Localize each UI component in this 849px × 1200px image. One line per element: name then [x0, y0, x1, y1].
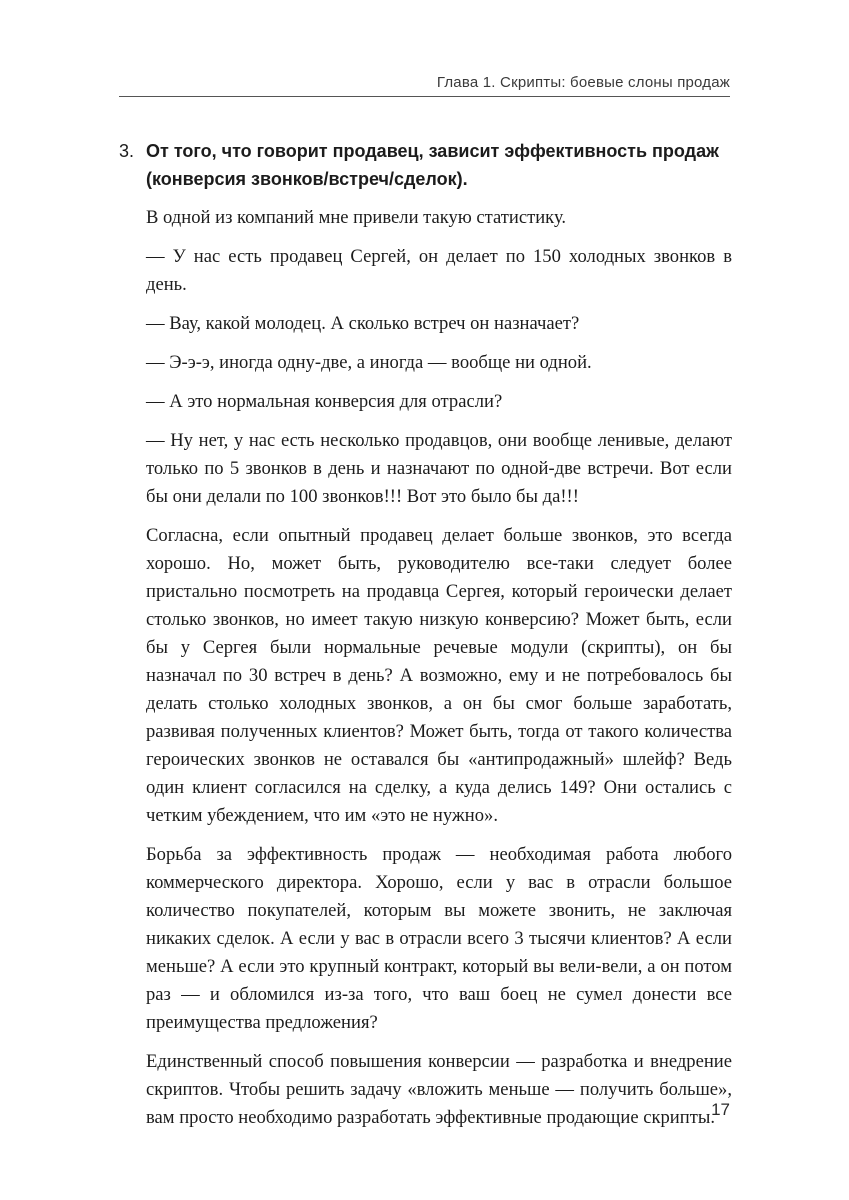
- header-divider: [119, 96, 730, 97]
- dialogue-line: — Э-э-э, иногда одну-две, а иногда — вообще ни одной.: [146, 352, 592, 373]
- dialogue-line: — Вау, какой молодец. А сколько встреч он назначает?: [146, 313, 580, 334]
- dialogue-line: — Ну нет, у нас есть несколько продавцов, они вообще ленивые, делают только по 5 звонков в день и назначают по одной-две встречи. Вот если бы они делали по 100 звонков!!! Вот это было бы да!!!: [146, 430, 732, 507]
- paragraph: Единственный способ повышения конверсии — разработка и внедрение скриптов. Чтобы решить задачу «вложить меньше — получить больше», вам просто необходимо разработать эффективные продающие скрипты.: [146, 1051, 732, 1128]
- paragraph: Согласна, если опытный продавец делает больше звонков, это всегда хорошо. Но, может быть, руководителю все-таки следует более пристально посмотреть на продавца Сергея, который героически делает столько звонков, но имеет такую низкую конверсию? Может быть, если бы у Сергея были нормальные речевые модули (скрипты), он бы назначал по 30 встреч в день? А возможно, ему и не потребовалось бы делать столько холодных звонков, а он бы смог больше заработать, развивая полученных клиентов? Может быть, тогда от такого количества героических звонков не оставался бы «антипродажный» шлейф? Ведь один клиент согласился на сделку, а куда делись 149? Они остались с четким убеждением, что им «это не нужно».: [146, 525, 732, 826]
- paragraph: Борьба за эффективность продаж — необходимая работа любого коммерческого директора. Хорошо, если у вас в отрасли большое количество покупателей, которым вы можете звонить, не заключая никаких сделок. А если у вас в отрасли всего 3 тысячи клиентов? А если меньше? А если это крупный контракт, который вы вели-вели, а он потом раз — и обломился из-за того, что ваш боец не сумел донести все преимущества предложения?: [146, 844, 732, 1033]
- item-number: 3.: [119, 141, 135, 161]
- dialogue-line: — А это нормальная конверсия для отрасли?: [146, 391, 503, 412]
- item-heading-text: От того, что говорит продавец, зависит эффективность продаж (конверсия звонков/встреч/сделок).: [146, 141, 719, 189]
- dialogue-line: — У нас есть продавец Сергей, он делает по 150 холодных звонков в день.: [146, 246, 732, 295]
- running-head: Глава 1. Скрипты: боевые слоны продаж: [436, 74, 730, 91]
- item-body: [119, 204, 732, 1132]
- paragraph-intro: В одной из компаний мне привели такую статистику.: [146, 207, 567, 228]
- page-content: [119, 137, 732, 1143]
- page-number: 17: [711, 1100, 730, 1119]
- item-heading: [119, 137, 732, 193]
